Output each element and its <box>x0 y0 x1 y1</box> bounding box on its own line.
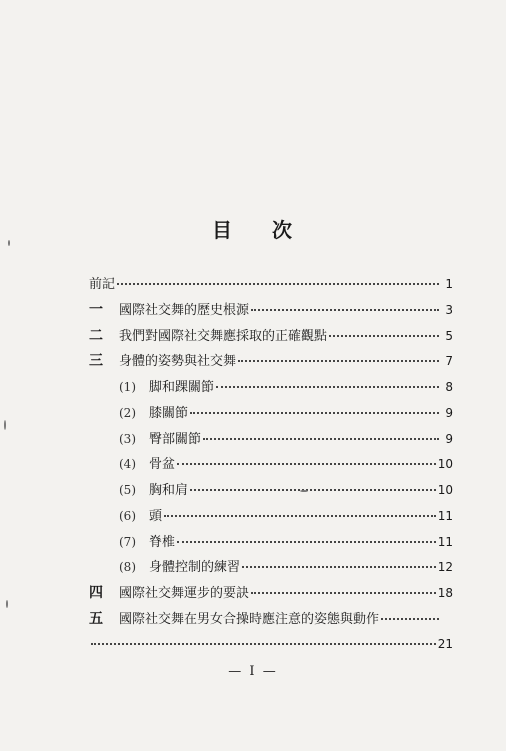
toc-entry-page: 8 <box>445 380 453 394</box>
scan-speck <box>300 490 308 492</box>
scan-speck <box>4 420 6 430</box>
leader-dots <box>190 475 436 491</box>
toc-entry-title: 身體的姿勢與社交舞 <box>119 354 237 369</box>
toc-entry-title: 臀部關節 <box>149 432 202 447</box>
title-char-2: 次 <box>272 218 294 242</box>
toc-entry-page: 3 <box>445 303 453 317</box>
toc-entry-page: 12 <box>437 560 453 574</box>
toc-entry-title: 國際社交舞在男女合操時應注意的姿態與動作 <box>119 612 380 627</box>
toc-entry-title: 國際社交舞的歷史根源 <box>119 303 250 318</box>
scan-speck <box>6 600 8 608</box>
title-char-1: 目 <box>212 218 234 242</box>
toc-entry-title: 身體控制的練習 <box>149 560 241 575</box>
toc-subentry <box>89 452 453 476</box>
toc-entry-title: 脚和踝關節 <box>149 380 215 395</box>
toc-subentry <box>89 555 453 579</box>
toc-entry-title: 前記 <box>89 277 116 292</box>
toc-subentry <box>89 530 453 554</box>
toc-entry-number: 三 <box>89 353 103 369</box>
toc-entry-chapter-4 <box>89 581 453 605</box>
toc-entry-page: 18 <box>437 586 453 600</box>
toc-entry-page: 10 <box>437 483 453 497</box>
leader-dots <box>238 346 439 362</box>
page-number-footer: — I — <box>228 664 278 679</box>
toc-entry-page: 1 <box>445 277 453 291</box>
toc-entry-chapter-3 <box>89 349 453 373</box>
toc-entry-title: 胸和肩 <box>149 483 189 498</box>
toc-entry-number: 二 <box>89 328 103 344</box>
toc-subentry-number: (8) <box>119 560 136 574</box>
toc-subentry-number: (2) <box>119 406 136 420</box>
leader-dots <box>203 424 439 440</box>
toc-entry-page: 10 <box>437 457 453 471</box>
leader-dots <box>381 604 439 620</box>
toc-entry-title: 國際社交舞運步的要訣 <box>119 586 250 601</box>
toc-subentry <box>89 478 453 502</box>
toc-entry-number: 四 <box>89 585 103 601</box>
toc-entry-page: 5 <box>445 329 453 343</box>
scan-speck <box>8 240 10 246</box>
leader-dots <box>251 578 436 594</box>
toc-entry-page: 21 <box>437 637 453 651</box>
leader-dots <box>117 269 439 285</box>
toc-entry-page: 9 <box>445 406 453 420</box>
leader-dots <box>329 321 439 337</box>
leader-dots <box>177 449 436 465</box>
toc-entry-page: 11 <box>437 509 453 523</box>
leader-dots <box>242 552 436 568</box>
toc-entry-title: 膝關節 <box>149 406 189 421</box>
toc-entry-number: 一 <box>89 302 103 318</box>
toc-entry-preface <box>89 272 453 296</box>
toc-entry-title: 骨盆 <box>149 457 176 472</box>
toc-subentry <box>89 375 453 399</box>
toc-entry-title: 我們對國際社交舞應採取的正確觀點 <box>119 329 328 344</box>
toc-subentry-number: (5) <box>119 483 136 497</box>
toc-entry-title: 脊椎 <box>149 535 176 550</box>
leader-dots <box>177 527 436 543</box>
toc-entry-page: 9 <box>445 432 453 446</box>
leader-dots <box>164 501 436 517</box>
toc-entry-title: 頭 <box>149 509 163 524</box>
page-title <box>0 214 506 243</box>
leader-dots <box>91 629 436 645</box>
toc-entry-chapter-5-continued <box>89 632 453 656</box>
toc-subentry-number: (7) <box>119 535 136 549</box>
toc-entry-page: 7 <box>445 354 453 368</box>
toc-entry-page: 11 <box>437 535 453 549</box>
toc-subentry-number: (6) <box>119 509 136 523</box>
toc-entry-chapter-2 <box>89 324 453 348</box>
toc-entry-chapter-5 <box>89 607 453 631</box>
leader-dots <box>190 398 439 414</box>
leader-dots <box>216 372 439 388</box>
toc-subentry-number: (1) <box>119 380 136 394</box>
leader-dots <box>251 295 439 311</box>
toc-subentry <box>89 504 453 528</box>
toc-subentry <box>89 401 453 425</box>
toc-subentry-number: (4) <box>119 457 136 471</box>
toc-subentry <box>89 427 453 451</box>
toc-entry-chapter-1 <box>89 298 453 322</box>
toc-entry-number: 五 <box>89 611 103 627</box>
toc-subentry-number: (3) <box>119 432 136 446</box>
